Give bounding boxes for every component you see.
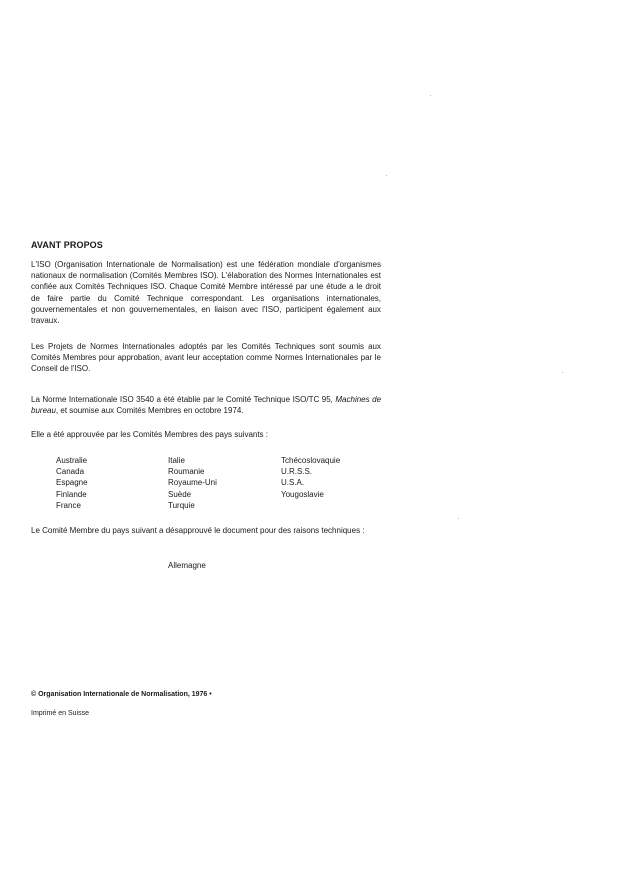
country-item: Suède xyxy=(168,489,192,499)
printed-in-notice: Imprimé en Suisse xyxy=(31,710,89,717)
standard-establishment-paragraph xyxy=(31,394,381,416)
country-item: Royaume-Uni xyxy=(168,478,217,488)
country-item: Australie xyxy=(56,456,88,465)
disapproval-intro-text: Le Comité Membre du pays suivant a désapprouvé le document pour des raisons techniques : xyxy=(31,526,365,535)
countries-column-2 xyxy=(168,455,281,511)
scan-speck xyxy=(458,518,459,519)
iso-description-paragraph: L'ISO (Organisation Internationale de Normalisation) est une fédération mondiale d'organismes nationaux de normalisation (Comités Membres ISO). L'élaboration des Normes Internationales est confiée aux Comités Techniques ISO. Chaque Comité Membre intéressé par une étude a le droit de faire partie du Comité Technique correspondant. Les organisations internationales, gouvernementales et non gouvernementales, en liaison avec l'ISO, participent également aux travaux. xyxy=(31,260,381,326)
approval-intro-text: Elle a été approuvée par les Comités Membres des pays suivants : xyxy=(31,430,269,439)
country-item: Tchécoslovaquie xyxy=(281,456,341,465)
foreword-heading: AVANT PROPOS xyxy=(31,240,103,250)
country-item: Espagne xyxy=(56,478,88,488)
country-item: Roumanie xyxy=(168,467,205,477)
country-item: Canada xyxy=(56,467,85,477)
country-item: Italie xyxy=(168,456,185,465)
standard-intro-text: La Norme Internationale ISO 3540 a été établie par le Comité Technique ISO/TC 95, xyxy=(31,395,336,404)
countries-column-1 xyxy=(56,455,168,511)
scan-speck xyxy=(386,175,387,176)
country-item: Turquie xyxy=(168,500,195,510)
country-item: Yougoslavie xyxy=(281,489,324,499)
technical-committee-title: Machines de bureau xyxy=(31,395,382,416)
countries-column-3 xyxy=(281,455,376,511)
draft-standards-paragraph: Les Projets de Normes Internationales adoptés par les Comités Techniques sont soumis aux Comités Membres pour approbation, avant leur acceptation comme Normes Internationales par le Conseil de l'ISO. xyxy=(31,342,381,374)
standard-outro-text: , et soumise aux Comités Membres en octobre 1974. xyxy=(55,406,244,416)
country-item: Finlande xyxy=(56,489,87,499)
country-item: U.S.A. xyxy=(281,478,305,488)
approving-countries-list xyxy=(56,455,376,511)
disapproving-country: Allemagne xyxy=(168,561,206,570)
country-item: France xyxy=(56,500,81,510)
country-item: U.R.S.S. xyxy=(281,467,313,477)
scan-speck xyxy=(562,372,563,373)
copyright-notice: © Organisation Internationale de Normalisation, 1976 • xyxy=(31,691,212,698)
scan-speck xyxy=(430,95,431,96)
